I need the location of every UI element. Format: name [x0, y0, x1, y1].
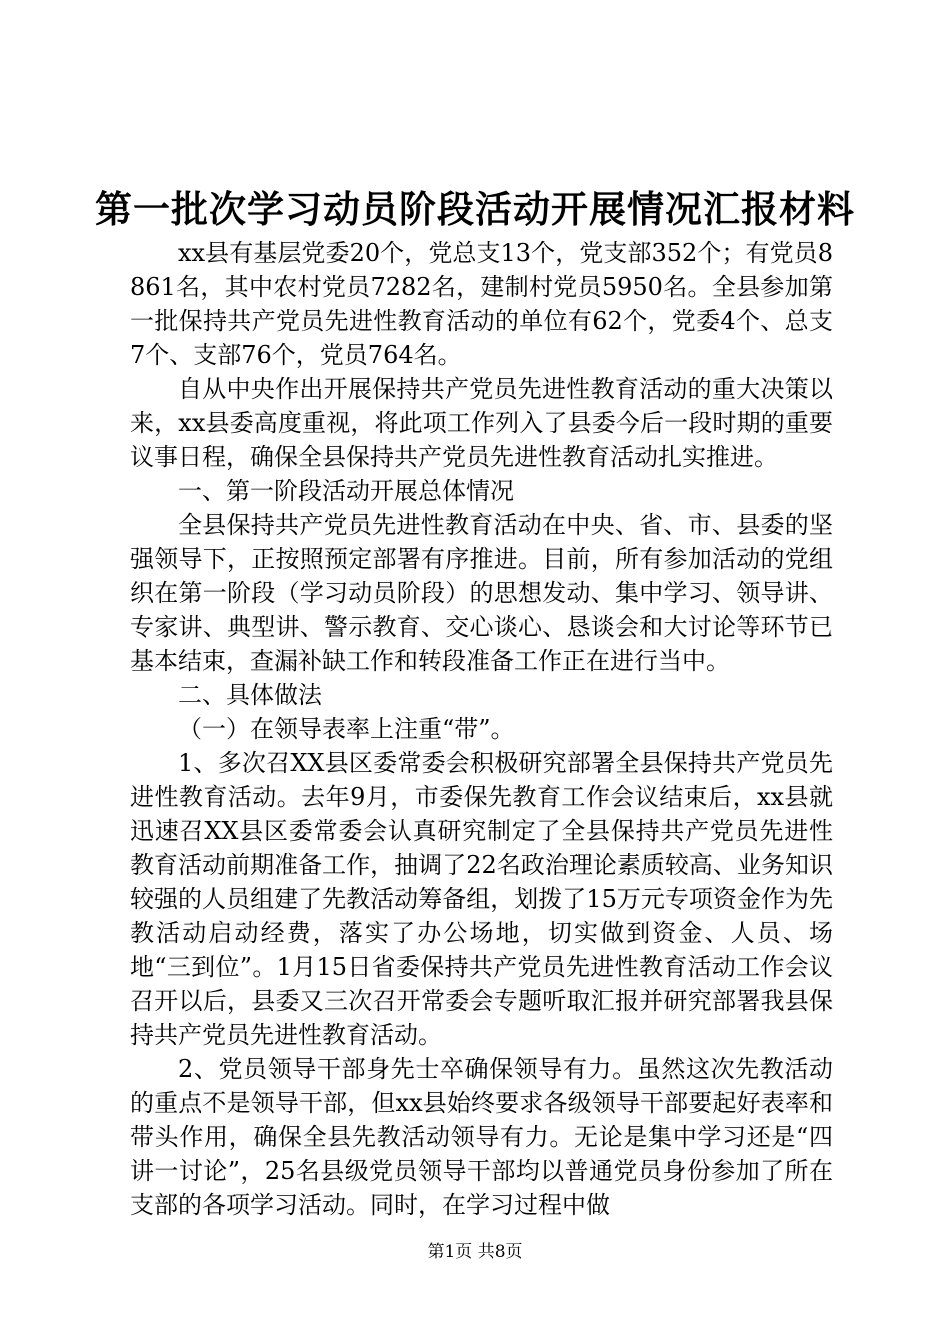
subsection-heading-leadership: （一）在领导表率上注重“带”。: [178, 715, 515, 743]
paragraph-standing-committee: 1、多次召XX县区委常委会积极研究部署全县保持共产党员先进性教育活动。去年9月，市委保先教育工作会议结束后，xx县就迅速召XX县区委常委会认真研究制定了全县保持共产党员先进性教育活动前期准备工作，抽调了22名政治理论素质较高、业务知识较强的人员组建了先教活动筹备组，划拨了15万元专项资金作为先教活动启动经费，落实了办公场地，切实做到资金、人员、场地“三到位”。1月15日省委保持共产党员先进性教育活动工作会议召开以后，县委又三次召开常委会专题听取汇报并研究部署我县保持共产党员先进性教育活动。: [130, 749, 833, 1049]
document-body: [130, 236, 833, 1222]
paragraph-county-committee: 自从中央作出开展保持共产党员先进性教育活动的重大决策以来，xx县委高度重视，将此项工作列入了县委今后一段时期的重要议事日程，确保全县保持共产党员先进性教育活动扎实推进。: [130, 375, 833, 471]
section-heading-methods: 二、具体做法: [178, 681, 322, 709]
paragraph-leading-cadres: 2、党员领导干部身先士卒确保领导有力。虽然这次先教活动的重点不是领导干部，但xx县始终要求各级领导干部要起好表率和带头作用，确保全县先教活动领导有力。无论是集中学习还是“四讲一讨论”，25名县级党员领导干部均以普通党员身份参加了所在支部的各项学习活动。同时，在学习过程中做: [130, 1055, 833, 1219]
paragraph-overview: 全县保持共产党员先进性教育活动在中央、省、市、县委的坚强领导下，正按照预定部署有序推进。目前，所有参加活动的党组织在第一阶段（学习动员阶段）的思想发动、集中学习、领导讲、专家讲、典型讲、警示教育、交心谈心、恳谈会和大讨论等环节已基本结束，查漏补缺工作和转段准备工作正在进行当中。: [130, 511, 833, 675]
paragraph-party-statistics: xx县有基层党委20个，党总支13个，党支部352个；有党员8861名，其中农村党员7282名，建制村党员5950名。全县参加第一批保持共产党员先进性教育活动的单位有62个，党委4个、总支7个、支部76个，党员764名。: [130, 239, 833, 369]
section-heading-overview: 一、第一阶段活动开展总体情况: [178, 477, 514, 505]
page-number-footer: 第1页 共8页: [427, 1242, 523, 1262]
document-title: 第一批次学习动员阶段活动开展情况汇报材料: [95, 188, 855, 231]
